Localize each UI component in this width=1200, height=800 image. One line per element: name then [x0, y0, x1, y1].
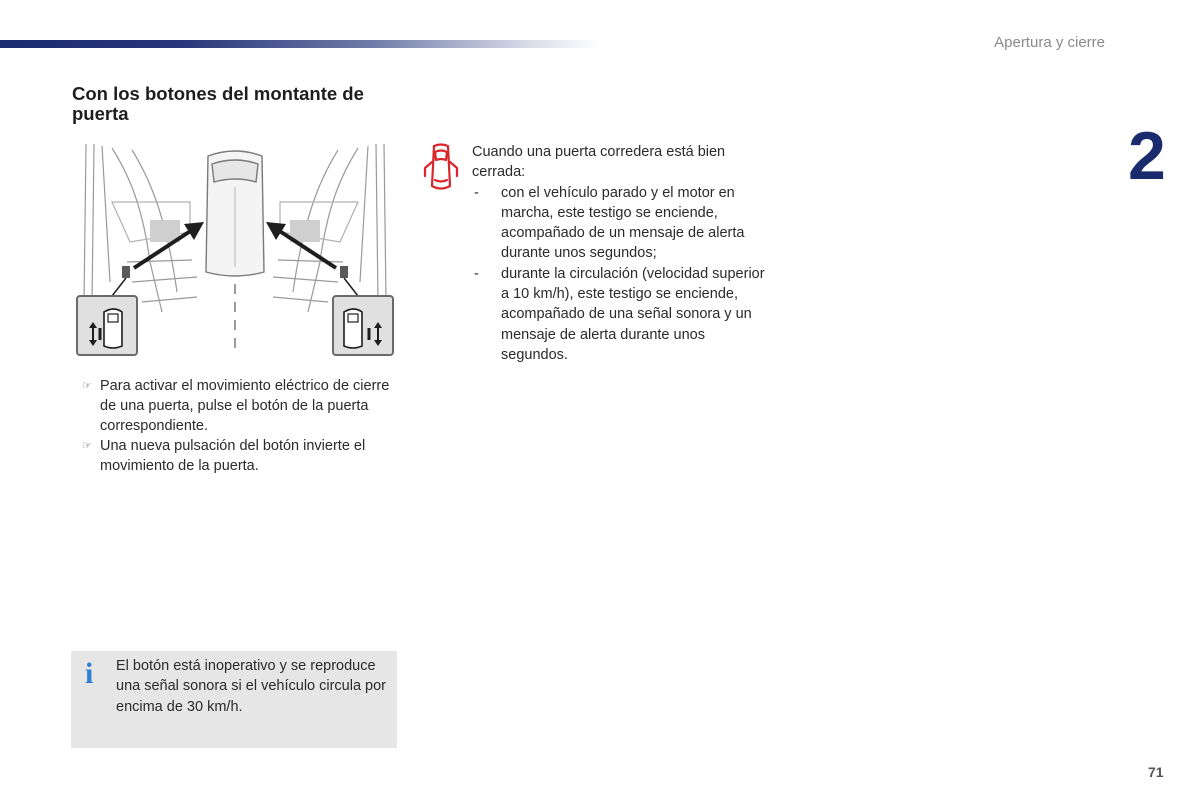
- pointing-hand-icon: ☞: [82, 440, 92, 452]
- page-number: 71: [1148, 764, 1164, 780]
- pointing-hand-icon: ☞: [82, 380, 92, 392]
- header-gradient-bar: [0, 40, 600, 48]
- warning-condition: [472, 183, 772, 264]
- instruction-list: [72, 376, 402, 476]
- dash-marker: -: [474, 184, 479, 201]
- chapter-number: 2: [1128, 118, 1166, 194]
- right-pillar-button: [340, 266, 348, 278]
- left-pillar-button: [122, 266, 130, 278]
- instruction-text: Para activar el movimiento eléctrico de cierre de una puerta, pulse el botón de la puerta correspondiente.: [100, 378, 390, 434]
- warning-intro: Cuando una puerta corredera está bien cerrada:: [472, 144, 726, 181]
- warning-condition-text: durante la circulación (velocidad superior a 10 km/h), este testigo se enciende, acompañado de una señal sonora y un mensaje de alerta durante unos segundos.: [501, 265, 765, 363]
- info-icon: i: [85, 657, 94, 690]
- warning-condition: [472, 264, 772, 365]
- section-heading: Con los botones del montante de puerta: [72, 83, 364, 124]
- instruction-item: [72, 376, 402, 436]
- door-open-warning-icon: [422, 142, 460, 194]
- dash-marker: -: [474, 265, 479, 282]
- left-button-closeup: [77, 296, 137, 355]
- warning-condition-text: con el vehículo parado y el motor en marcha, este testigo se enciende, acompañado de un mensaje de alerta durante unos segundos;: [501, 184, 745, 262]
- info-text: El botón está inoperativo y se reproduce una señal sonora si el vehículo circula por encima de 30 km/h.: [116, 658, 387, 715]
- section-label: Apertura y cierre: [994, 34, 1105, 51]
- info-box: [71, 651, 397, 748]
- van-top-view: [206, 151, 264, 276]
- sliding-door-buttons-illustration: [72, 142, 398, 360]
- instruction-item: [72, 436, 402, 476]
- warning-conditions: [472, 183, 772, 366]
- instruction-text: Una nueva pulsación del botón invierte el movimiento de la puerta.: [100, 438, 366, 474]
- right-button-closeup: [333, 296, 393, 355]
- warning-description: [472, 142, 772, 365]
